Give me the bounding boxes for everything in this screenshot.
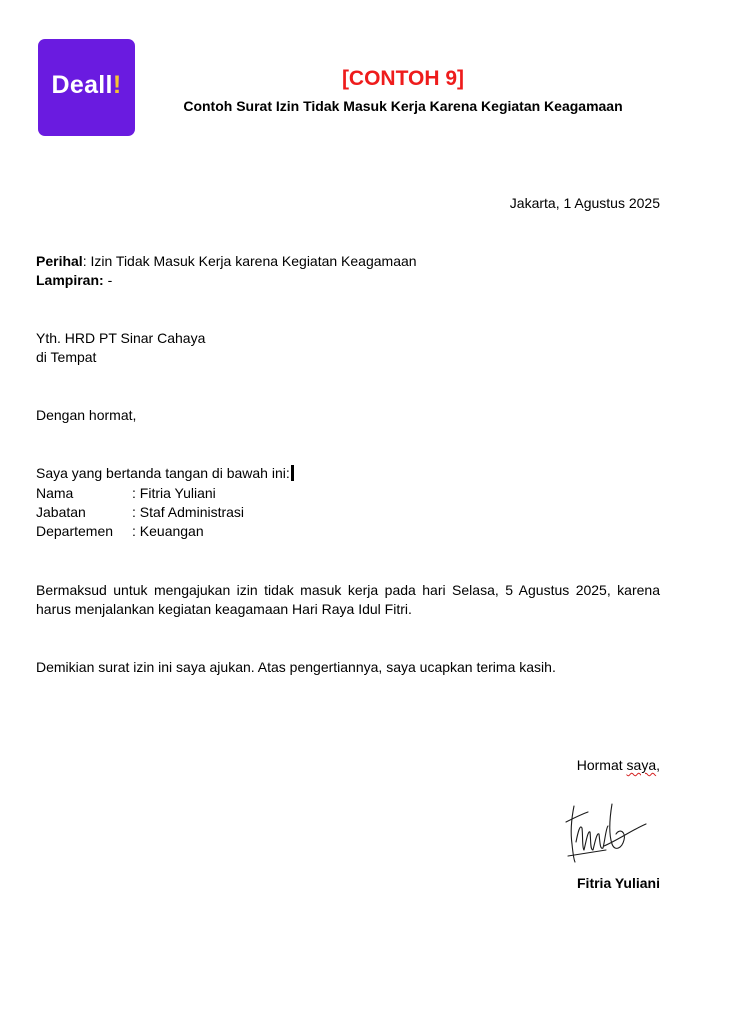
identity-value: : Staf Administrasi bbox=[132, 504, 245, 520]
logo-text bbox=[38, 70, 135, 100]
body-paragraph: Bermaksud untuk mengajukan izin tidak masuk kerja pada hari Selasa, 5 Agustus 2025, karena harus menjalankan kegiatan keagamaan Hari Raya Idul Fitri. bbox=[36, 582, 660, 617]
greeting: Dengan hormat, bbox=[36, 407, 137, 423]
place-date: Jakarta, 1 Agustus 2025 bbox=[509, 195, 660, 211]
intro-text: Saya yang bertanda tangan di bawah ini: bbox=[36, 465, 290, 481]
perihal-value: : Izin Tidak Masuk Kerja karena Kegiatan Keagamaan bbox=[82, 253, 417, 269]
page-title: [CONTOH 9] bbox=[341, 67, 465, 90]
lampiran-label: Lampiran: bbox=[36, 272, 104, 288]
closing-comma: , bbox=[656, 757, 660, 773]
recipient-place: di Tempat bbox=[36, 349, 97, 365]
lampiran-value: - bbox=[103, 272, 113, 288]
perihal-label: Perihal bbox=[36, 253, 83, 269]
closing-word: Hormat bbox=[576, 757, 627, 773]
recipient: Yth. HRD PT Sinar Cahaya bbox=[36, 330, 206, 346]
logo-brand-mark: ! bbox=[112, 71, 122, 99]
deall-logo bbox=[38, 39, 135, 136]
identity-label: Nama bbox=[36, 485, 74, 501]
page-subtitle: Contoh Surat Izin Tidak Masuk Kerja Karena Kegiatan Keagamaan bbox=[183, 98, 623, 114]
handwritten-signature bbox=[560, 798, 650, 868]
identity-row-nama bbox=[36, 484, 216, 503]
intro-line bbox=[36, 464, 294, 483]
identity-row-departemen bbox=[36, 522, 204, 541]
identity-value: : Keuangan bbox=[132, 523, 204, 539]
identity-label: Departemen bbox=[36, 523, 114, 539]
closing-greeting bbox=[577, 756, 660, 775]
identity-value: : Fitria Yuliani bbox=[132, 485, 216, 501]
text-cursor bbox=[291, 465, 294, 481]
signer-name: Fitria Yuliani bbox=[577, 875, 660, 891]
closing-statement: Demikian surat izin ini saya ajukan. Atas pengertiannya, saya ucapkan terima kasih. bbox=[36, 659, 556, 675]
logo-brand-text: Deall bbox=[51, 71, 113, 99]
identity-row-jabatan bbox=[36, 503, 244, 522]
closing-word-spellcheck: saya bbox=[626, 757, 657, 773]
identity-label: Jabatan bbox=[36, 504, 86, 520]
lampiran-line bbox=[36, 271, 112, 290]
perihal-line bbox=[36, 252, 417, 271]
